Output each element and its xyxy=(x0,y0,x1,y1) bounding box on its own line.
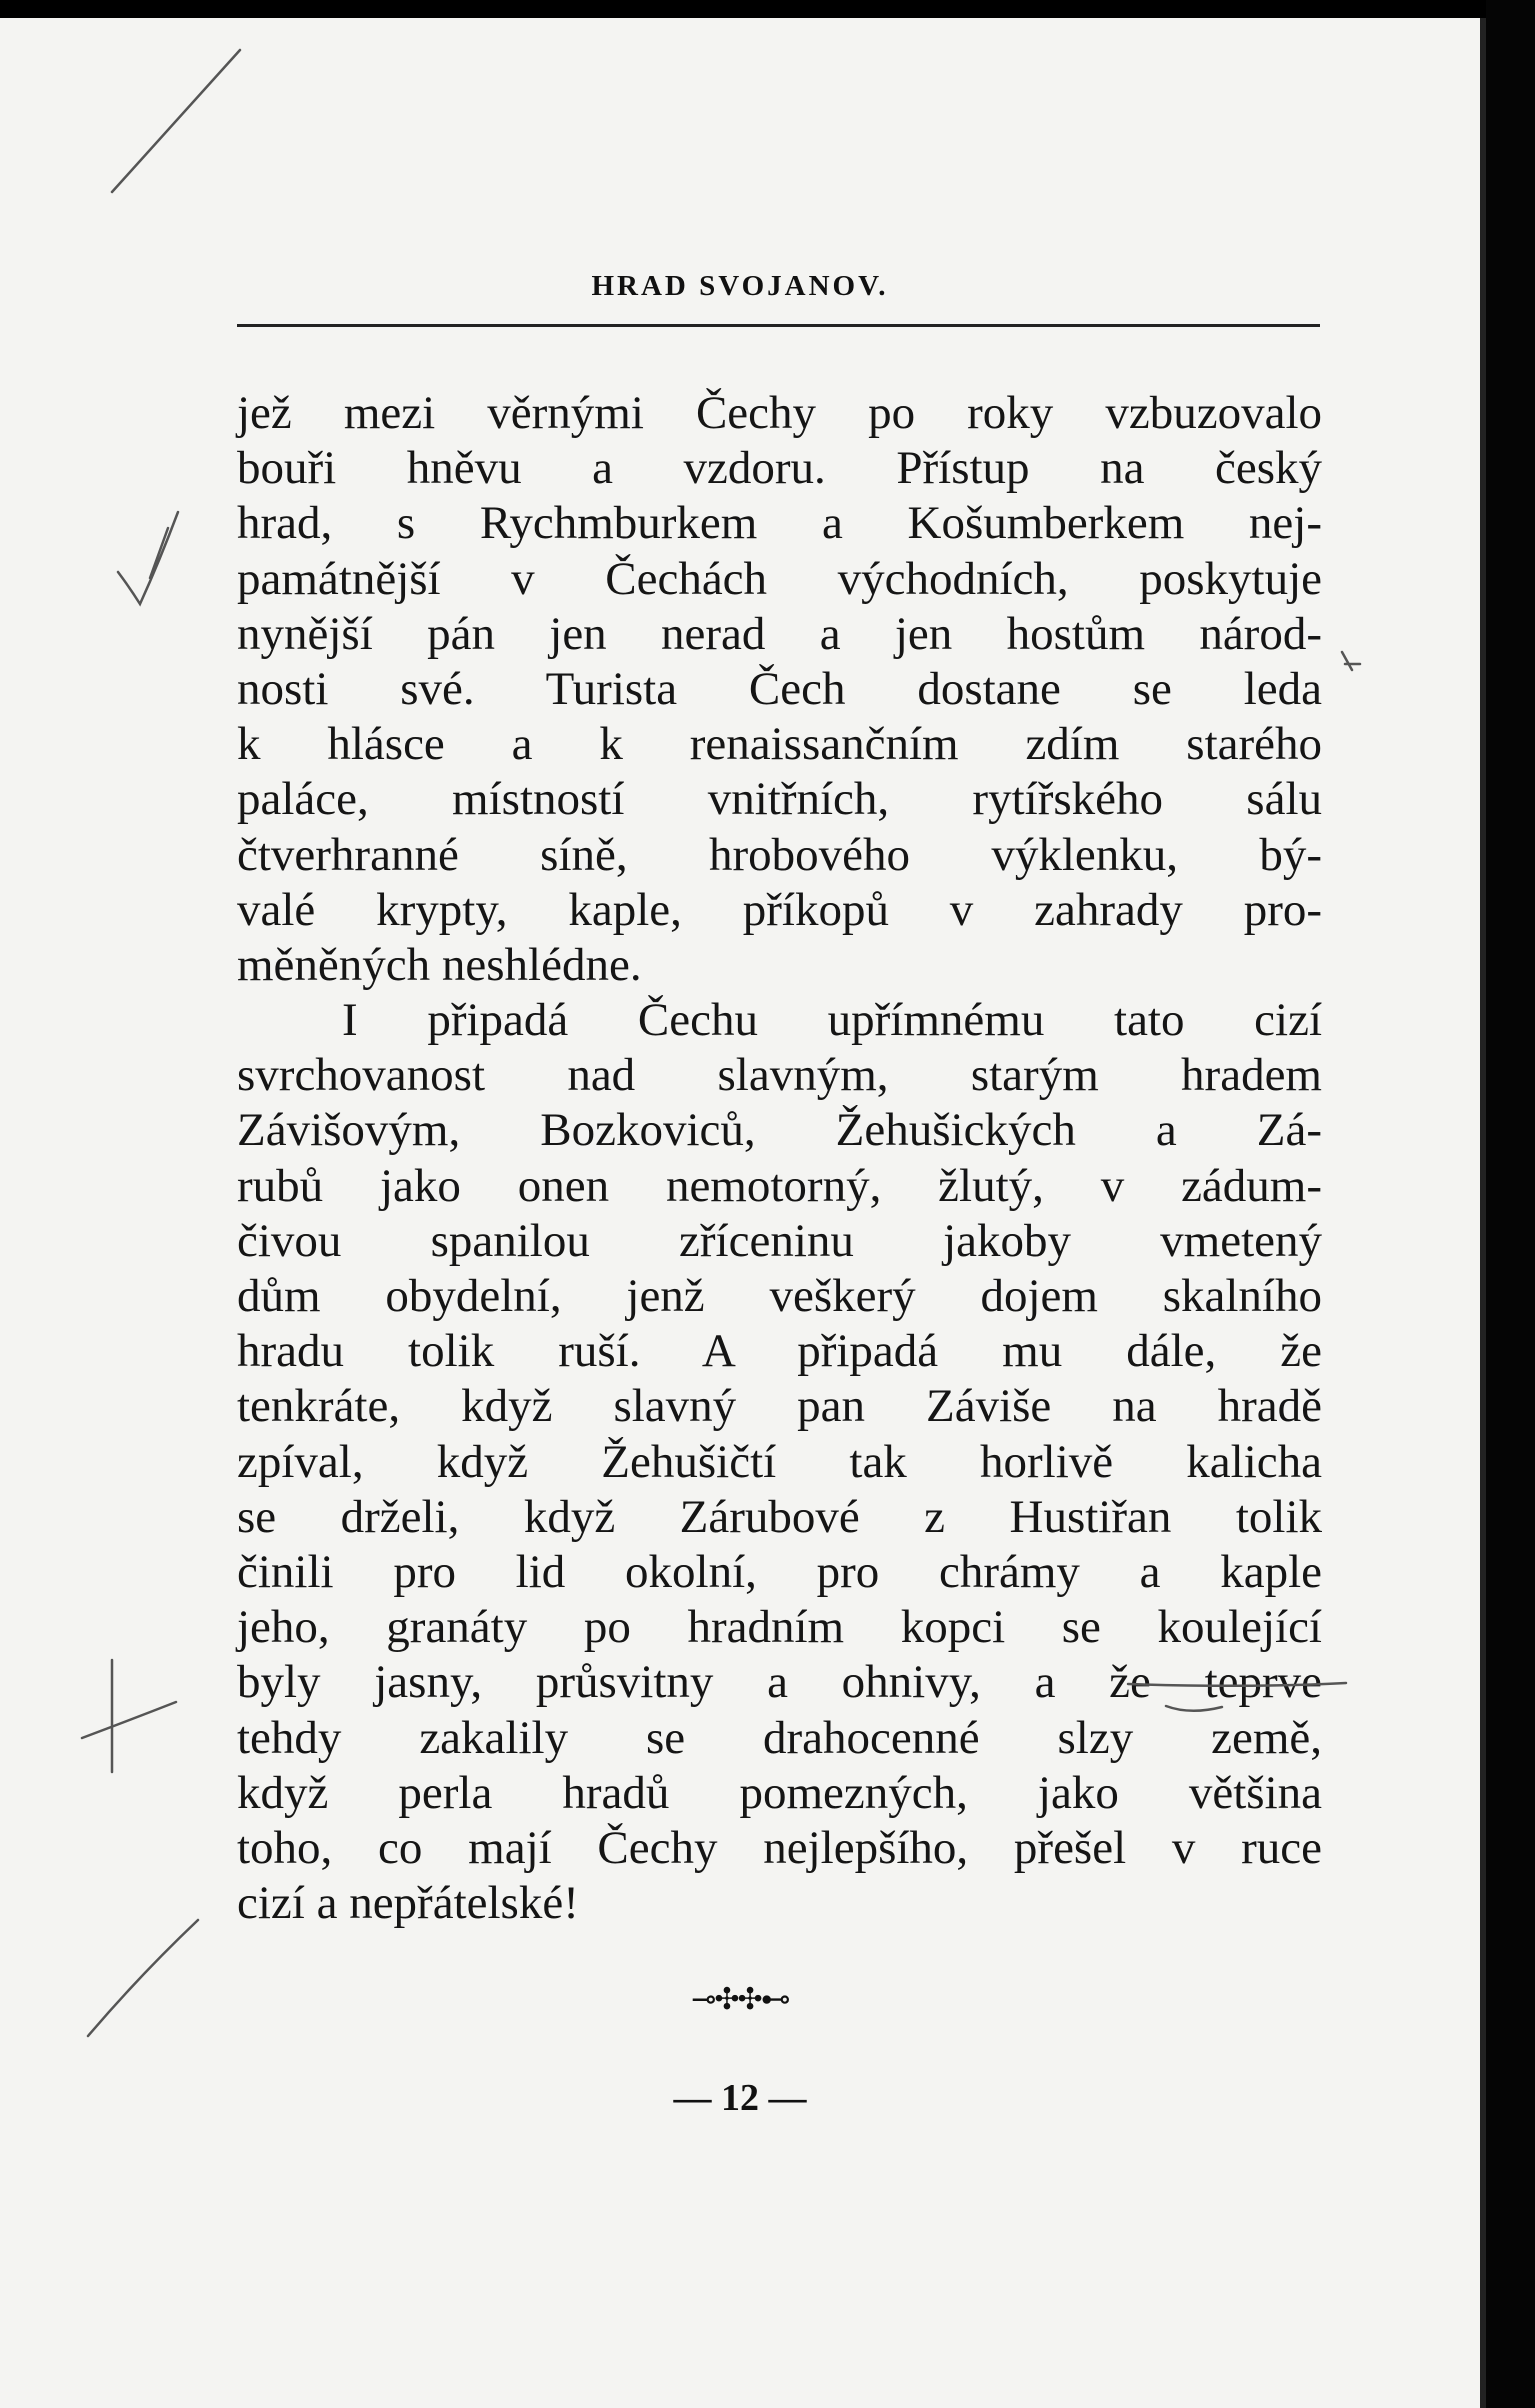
text-line: I připadá Čechu upřímnému tato cizí xyxy=(342,994,1322,1047)
text-line: čivou spanilou zříceninu jakoby vmetený xyxy=(237,1214,1322,1267)
end-ornament: ⊸✣✣⊷ xyxy=(691,1982,789,2017)
body-text xyxy=(237,386,1322,1931)
text-line: Závišovým, Bozkoviců, Žehušických a Zá- xyxy=(237,1104,1322,1157)
text-line: památnější v Čechách východních, poskytuje xyxy=(237,552,1322,605)
header-rule xyxy=(237,324,1320,327)
text-line: bouři hněvu a vzdoru. Přístup na český xyxy=(237,442,1322,495)
text-line: se drželi, když Zárubové z Hustiřan tolik xyxy=(237,1490,1322,1543)
text-line: čtverhranné síně, hrobového výklenku, bý- xyxy=(237,828,1322,881)
text-line: dům obydelní, jenž veškerý dojem skalního xyxy=(237,1270,1322,1322)
text-line: tenkráte, když slavný pan Záviše na hradě xyxy=(237,1380,1322,1433)
text-line: činili pro lid okolní, pro chrámy a kaple xyxy=(237,1545,1322,1598)
running-title: HRAD SVOJANOV. xyxy=(591,270,889,302)
text-line: když perla hradů pomezných, jako většina xyxy=(237,1766,1322,1819)
scan-border xyxy=(1486,0,1535,2408)
text-line: cizí a nepřátelské! xyxy=(237,1877,579,1930)
text-line: jeho, granáty po hradním kopci se koulející xyxy=(237,1601,1322,1654)
text-line: valé krypty, kaple, příkopů v zahrady pro- xyxy=(237,883,1322,936)
text-line: zpíval, když Žehušičtí tak horlivě kalicha xyxy=(237,1435,1322,1488)
text-line: tehdy zakalily se drahocenné slzy země, xyxy=(237,1711,1322,1764)
text-line: hradu tolik ruší. A připadá mu dále, že xyxy=(237,1325,1322,1378)
text-line: rubů jako onen nemotorný, žlutý, v zádum- xyxy=(237,1159,1322,1212)
page-number: — 12 — xyxy=(673,2077,807,2119)
text-line: paláce, místností vnitřních, rytířského sálu xyxy=(237,773,1322,826)
text-line: jež mezi věrnými Čechy po roky vzbuzovalo xyxy=(237,387,1322,439)
text-line: nosti své. Turista Čech dostane se leda xyxy=(237,662,1322,715)
text-line: hrad, s Rychmburkem a Košumberkem nej- xyxy=(237,497,1322,550)
text-line: měněných neshlédne. xyxy=(237,938,642,991)
text-line: byly jasny, průsvitny a ohnivy, a že teprve xyxy=(237,1656,1322,1709)
text-line: toho, co mají Čechy nejlepšího, přešel v ruce xyxy=(237,1821,1322,1874)
text-line: svrchovanost nad slavným, starým hradem xyxy=(237,1049,1322,1102)
text-line: nynější pán jen nerad a jen hostům národ- xyxy=(237,607,1322,660)
text-line: k hlásce a k renaissančním zdím starého xyxy=(237,718,1322,771)
